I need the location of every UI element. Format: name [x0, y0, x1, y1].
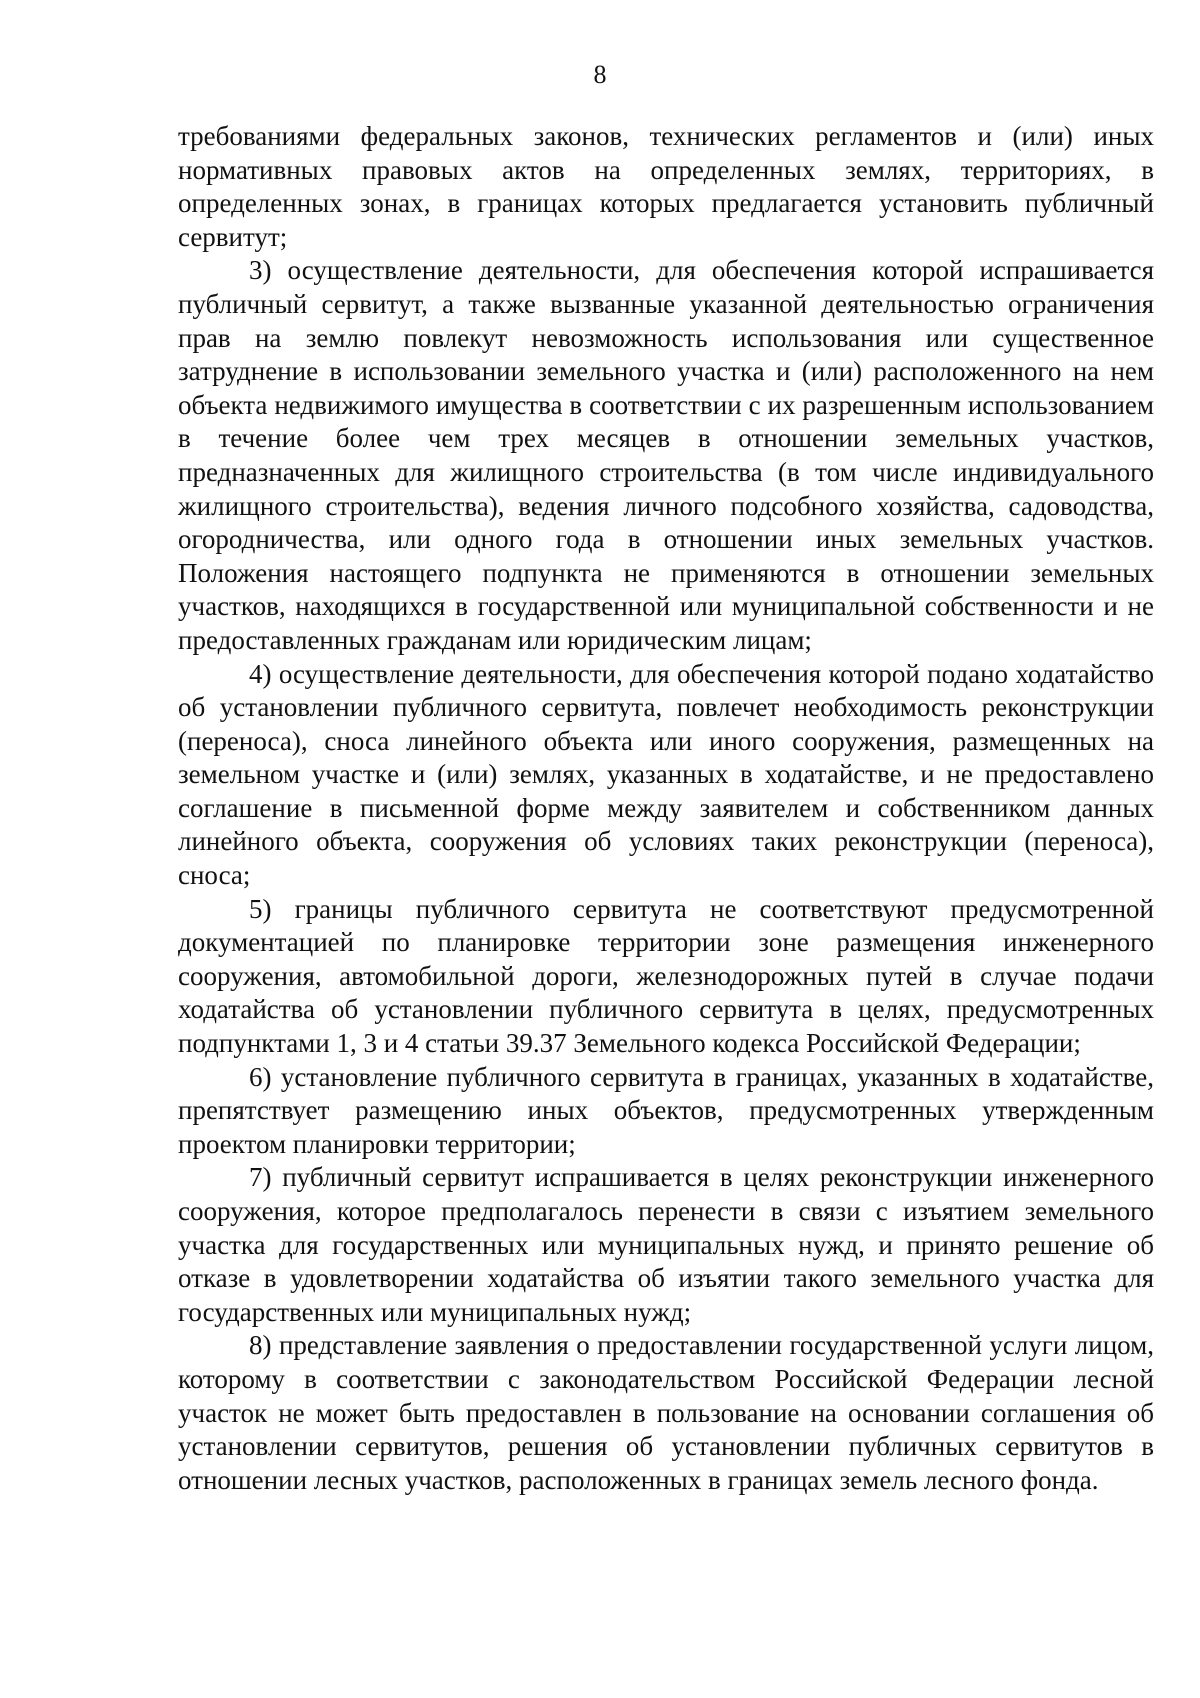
document-body [178, 120, 1154, 1497]
page-number: 8 [593, 60, 607, 89]
paragraph-item-4: 4) осуществление деятельности, для обеспечения которой подано ходатайство об установлении публичного сервитута, повлечет необходимость реконструкции (переноса), сноса линейного объекта или иного сооружения, размещенных на земельном участке и (или) землях, указанных в ходатайстве, и не предоставлено соглашение в письменной форме между заявителем и собственником данных линейного объекта, сооружения об условиях таких реконструкции (переноса), сноса; [178, 658, 1154, 891]
paragraph-continuation: требованиями федеральных законов, технических регламентов и (или) иных нормативных правовых актов на определенных землях, территориях, в определенных зонах, в границах которых предлагается установить публичный сервитут; [178, 121, 1154, 252]
paragraph-item-8: 8) представление заявления о предоставлении государственной услуги лицом, которому в соответствии с законодательством Российской Федерации лесной участок не может быть предоставлен в пользование на основании соглашения об установлении сервитутов, решения об установлении публичных сервитутов в отношении лесных участков, расположенных в границах земель лесного фонда. [178, 1330, 1154, 1495]
paragraph-item-6: 6) установление публичного сервитута в границах, указанных в ходатайстве, препятствует размещению иных объектов, предусмотренных утвержденным проектом планировки территории; [178, 1061, 1154, 1159]
paragraph-item-3: 3) осуществление деятельности, для обеспечения которой испрашивается публичный сервитут, а также вызванные указанной деятельностью ограничения прав на землю повлекут невозможность использования или существенное затруднение в использовании земельного участка и (или) расположенного на нем объекта недвижимого имущества в соответствии с их разрешенным использованием в течение более чем трех месяцев в отношении земельных участков, предназначенных для жилищного строительства (в том числе индивидуального жилищного строительства), ведения личного подсобного хозяйства, садоводства, огородничества, или одного года в отношении иных земельных участков. Положения настоящего подпункта не применяются в отношении земельных участков, находящихся в государственной или муниципальной собственности и не предоставленных гражданам или юридическим лицам; [178, 255, 1154, 655]
paragraph-item-5: 5) границы публичного сервитута не соответствуют предусмотренной документацией по планировке территории зоне размещения инженерного сооружения, автомобильной дороги, железнодорожных путей в случае подачи ходатайства об установлении публичного сервитута в целях, предусмотренных подпунктами 1, 3 и 4 статьи 39.37 Земельного кодекса Российской Федерации; [178, 893, 1154, 1059]
paragraph-item-7: 7) публичный сервитут испрашивается в целях реконструкции инженерного сооружения, которое предполагалось перенести в связи с изъятием земельного участка для государственных или муниципальных нужд, и принято решение об отказе в удовлетворении ходатайства об изъятии такого земельного участка для государственных или муниципальных нужд; [178, 1162, 1154, 1327]
